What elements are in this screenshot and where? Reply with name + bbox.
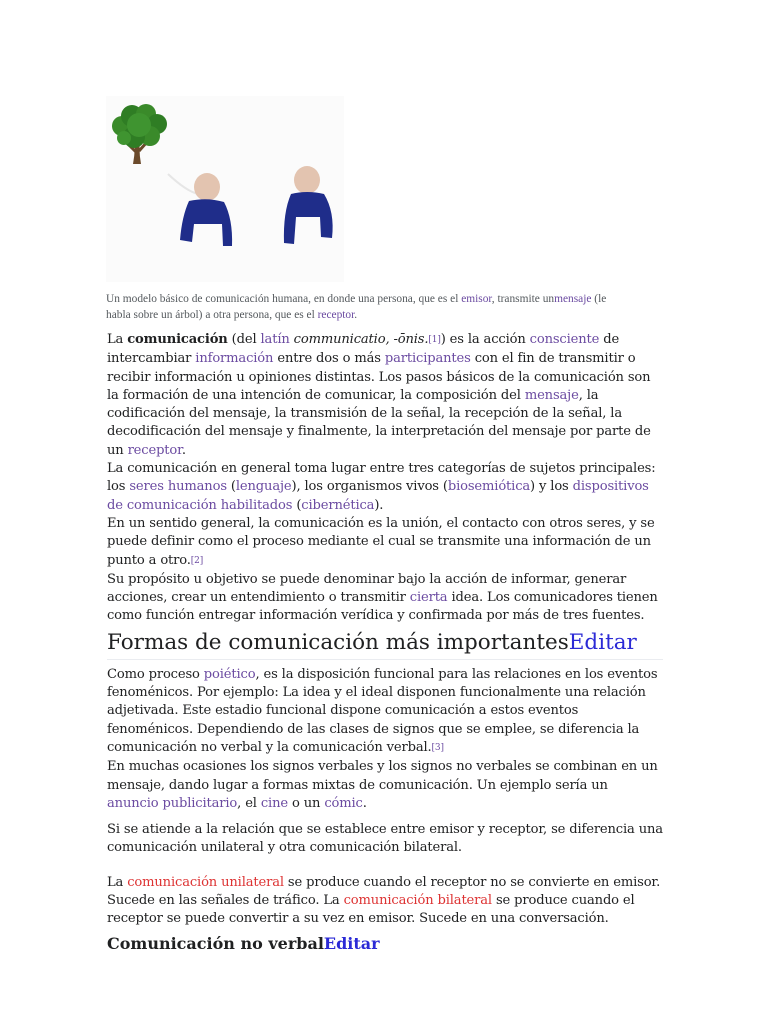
link-dispositivos[interactable]: dispositivos de comunicación habilitados — [107, 479, 649, 513]
link-poietico[interactable]: poiético — [203, 666, 256, 682]
link-receptor[interactable]: receptor — [127, 442, 182, 458]
section-heading-no-verbal: Comunicación no verbalEditar — [107, 933, 380, 953]
link-anuncio-publicitario[interactable]: anuncio publicitario — [107, 795, 238, 811]
paragraph-general-sense: En un sentido general, la comunicación es la unión, el contacto con otros seres, y se puede definir como el proceso mediante el cual se transmite una información de un punto a otro.[2] — [107, 515, 655, 568]
link-consciente[interactable]: consciente — [529, 332, 600, 347]
link-seres-humanos[interactable]: seres humanos — [129, 479, 227, 495]
reference-2[interactable]: [2] — [190, 555, 204, 566]
link-comunicacion-bilateral[interactable]: comunicación bilateral — [343, 893, 492, 909]
article-body — [107, 331, 663, 955]
section-heading-formas: Formas de comunicación más importantesEditar — [107, 629, 663, 660]
link-latin[interactable]: latín — [260, 332, 290, 347]
link-cierta[interactable]: cierta — [409, 590, 448, 606]
paragraph-poietico: Como proceso poiético, es la disposición funcional para las relaciones en los eventos fenoménicos. Por ejemplo: La idea y el ideal disponen funcionalmente una relación adjetivada. Este estadio funcional dispone comunicación a estos eventos fenoménicos. Dependiendo de las clases de signos que se emplee, se diferencia la comunicación no verbal y la comunicación verbal.[3] — [107, 666, 658, 755]
link-emisor[interactable]: emisor — [461, 293, 492, 305]
edit-link[interactable]: Editar — [323, 933, 380, 953]
link-receptor[interactable]: receptor — [317, 309, 355, 321]
figure-caption: Un modelo básico de comunicación humana, en donde una persona, que es el emisor, transmite unmensaje (le habla sobre un árbol) a otra persona, que es el receptor. — [106, 293, 607, 321]
reference-3[interactable]: [3] — [431, 742, 444, 753]
paragraph-definition: La comunicación (del latín communicatio, -ōnis.[1]) es la acción consciente de intercambiar información entre dos o más participantes con el fin de transmitir o recibir información u opiniones distintas. Los pasos básicos de la comunicación son la formación de una intención de comunicar, la composición del mensaje, la codificación del mensaje, la transmisión de la señal, la recepción de la señal, la decodificación del mensaje y finalmente, la interpretación del mensaje por parte de un receptor. — [107, 332, 651, 458]
reference-1[interactable]: [1] — [428, 335, 441, 345]
paragraph-unilateral-bilateral: La comunicación unilateral se produce cuando el receptor no se convierte en emisor. Sucede en las señales de tráfico. La comunicación bilateral se produce cuando el receptor se puede convertir a su vez en emisor. Sucede en una conversación. — [107, 874, 661, 927]
link-mensaje[interactable]: mensaje — [524, 387, 579, 403]
paragraph-categories: La comunicación en general toma lugar entre tres categorías de sujetos principales: los seres humanos (lenguaje), los organismos vivos (biosemiótica) y los dispositivos de comunicación habilitados (cibernética). — [107, 461, 656, 513]
edit-link[interactable]: Editar — [568, 629, 637, 655]
paragraph-relation: Si se atiende a la relación que se establece entre emisor y receptor, se diferencia una comunicación unilateral y otra comunicación bilateral. — [107, 822, 663, 856]
link-lenguaje[interactable]: lenguaje — [235, 479, 292, 495]
link-biosemiotica[interactable]: biosemiótica — [447, 479, 531, 495]
link-cine[interactable]: cine — [260, 795, 288, 811]
paragraph-mixed-forms: En muchas ocasiones los signos verbales y los signos no verbales se combinan en un mensaje, dando lugar a formas mixtas de comunicación. Un ejemplo sería un anuncio publicitario, el cine o un cómic. — [107, 759, 658, 811]
link-participantes[interactable]: participantes — [384, 351, 471, 367]
term-comunicacion: comunicación — [127, 332, 228, 347]
link-mensaje[interactable]: mensaje — [554, 293, 592, 305]
link-informacion[interactable]: información — [195, 351, 274, 367]
communication-model-figure — [106, 96, 344, 282]
link-comic[interactable]: cómic — [324, 795, 363, 811]
link-comunicacion-unilateral[interactable]: comunicación unilateral — [127, 874, 284, 890]
link-cibernetica[interactable]: cibernética — [301, 497, 375, 513]
paragraph-purpose: Su propósito u objetivo se puede denominar bajo la acción de informar, generar acciones, crear un entendimiento o transmitir cierta idea. Los comunicadores tienen como función entregar información verídica y confirmada por más de tres fuentes. — [107, 571, 658, 624]
